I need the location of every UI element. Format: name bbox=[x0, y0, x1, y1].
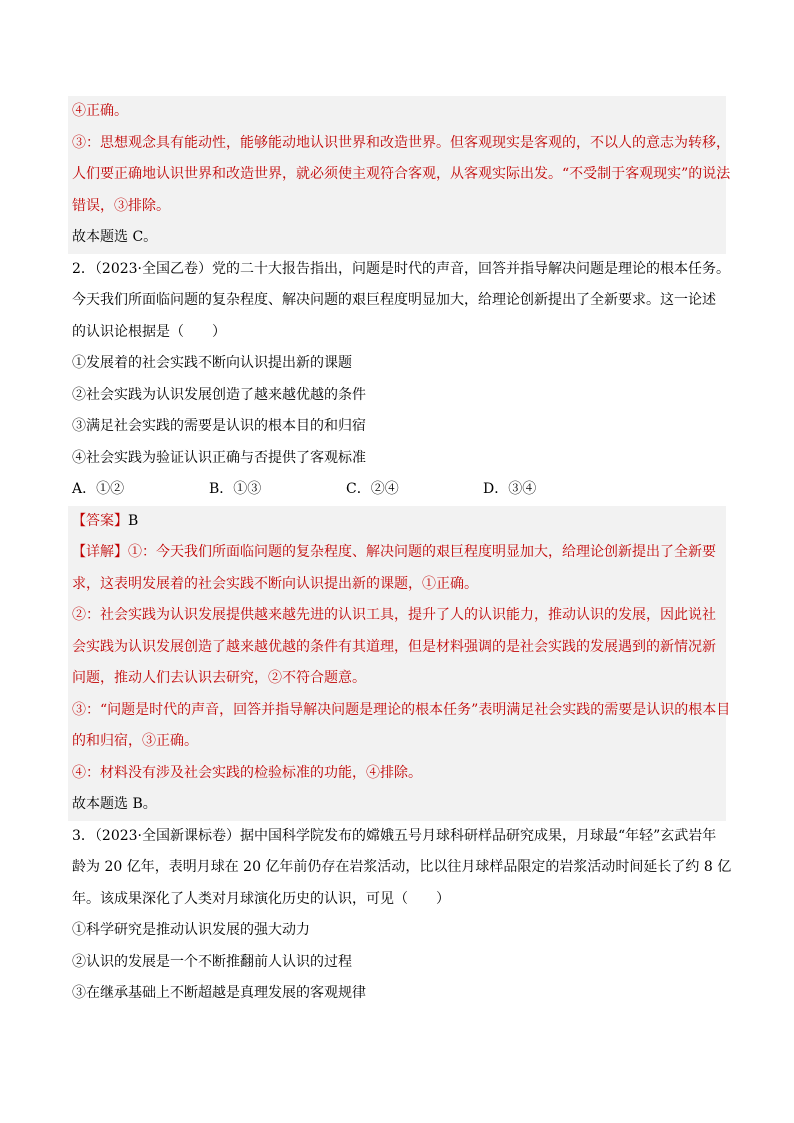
answer-tag: 【答案】 bbox=[72, 512, 128, 529]
q2-option-d: D．③④ bbox=[483, 481, 537, 497]
q2-statement: ④社会实践为验证认识正确与否提供了客观标准 bbox=[72, 449, 366, 466]
q2-detail-line: 问题，推动人们去认识去研究，②不符合题意。 bbox=[72, 670, 366, 686]
document-page bbox=[72, 96, 732, 1010]
q3-stem bbox=[72, 821, 732, 916]
q3-statements bbox=[72, 915, 722, 1010]
q1-line: ④正确。 bbox=[72, 103, 128, 119]
q2-detail-line: 的和归宿，③正确。 bbox=[72, 733, 198, 749]
q2-stem-line: 今天我们所面临问题的复杂程度、解决问题的艰巨程度明显加大，给理论创新提出了全新要求。这一论述 bbox=[72, 292, 716, 308]
q2-option-c: C．②④ bbox=[346, 481, 399, 497]
q2-detail-line: ③：“问题是时代的声音，回答并指导解决问题是理论的根本任务”表明满足社会实践的需要是认识的根本目 bbox=[72, 701, 731, 718]
q3-statement: ②认识的发展是一个不断推翻前人认识的过程 bbox=[72, 953, 352, 970]
q2-detail-line: ④：材料没有涉及社会实践的检验标准的功能，④排除。 bbox=[72, 764, 422, 781]
q1-line: ③：思想观念具有能动性，能够能动地认识世界和改造世界。但客观现实是客观的，不以人的意志为转移， bbox=[72, 134, 730, 151]
q3-stem-line: 3．（2023·全国新课标卷）据中国科学院发布的嫦娥五号月球科研样品研究成果，月球最“年轻”玄武岩年 bbox=[72, 827, 717, 844]
q2-detail-line: ②：社会实践为认识发展提供越来越先进的认识工具，提升了人的认识能力，推动认识的发展，因此说社 bbox=[72, 607, 716, 623]
q3-statement: ③在继承基础上不断超越是真理发展的客观规律 bbox=[72, 985, 366, 1001]
q2-stem bbox=[72, 254, 730, 349]
q2-answer-block bbox=[68, 506, 731, 821]
q1-line: 错误，③排除。 bbox=[72, 197, 170, 214]
q2-options bbox=[72, 474, 722, 506]
q3-statement: ①科学研究是推动认识发展的强大动力 bbox=[72, 922, 310, 938]
q1-line: 人们要正确地认识世界和改造世界，就必须使主观符合客观，从客观实际出发。“不受制于客观现实”的说法 bbox=[72, 166, 731, 182]
q2-statement: ①发展着的社会实践不断向认识提出新的课题 bbox=[72, 355, 352, 371]
q2-option-b: B．①③ bbox=[209, 481, 262, 497]
q1-conclusion: 故本题选 C。 bbox=[72, 229, 158, 245]
q2-statement: ③满足社会实践的需要是认识的根本目的和归宿 bbox=[72, 418, 366, 434]
detail-tag: 【详解】 bbox=[72, 544, 128, 560]
q2-statements bbox=[72, 348, 722, 474]
detail-text: ①：今天我们所面临问题的复杂程度、解决问题的艰巨程度明显加大，给理论创新提出了全新要 bbox=[128, 544, 716, 560]
q2-detail-line: 求，这表明发展着的社会实践不断向认识提出新的课题，①正确。 bbox=[72, 575, 478, 592]
q2-detail-line bbox=[72, 537, 722, 569]
q2-statement: ②社会实践为认识发展创造了越来越优越的条件 bbox=[72, 386, 366, 403]
q3-stem-line: 龄为 20 亿年，表明月球在 20 亿年前仍存在岩浆活动，比以往月球样品限定的岩浆活动时间延长了约 8 亿 bbox=[72, 859, 732, 875]
q2-answer bbox=[72, 506, 722, 538]
q2-stem-line: 2．（2023·全国乙卷）党的二十大报告指出，问题是时代的声音，回答并指导解决问题是理论的根本任务。 bbox=[72, 260, 730, 277]
answer-value: B bbox=[128, 512, 139, 529]
q3-stem-line: 年。该成果深化了人类对月球演化历史的认识，可见（ ） bbox=[72, 890, 450, 907]
q2-detail-line: 会实践为认识发展创造了越来越优越的条件有其道理，但是材料强调的是社会实践的发展遇到的新情况新 bbox=[72, 638, 716, 655]
q2-stem-line: 的认识论根据是（ ） bbox=[72, 323, 226, 340]
q2-conclusion: 故本题选 B。 bbox=[72, 796, 157, 812]
q1-explanation-tail bbox=[68, 96, 731, 254]
q2-option-a: A．①② bbox=[72, 481, 125, 497]
